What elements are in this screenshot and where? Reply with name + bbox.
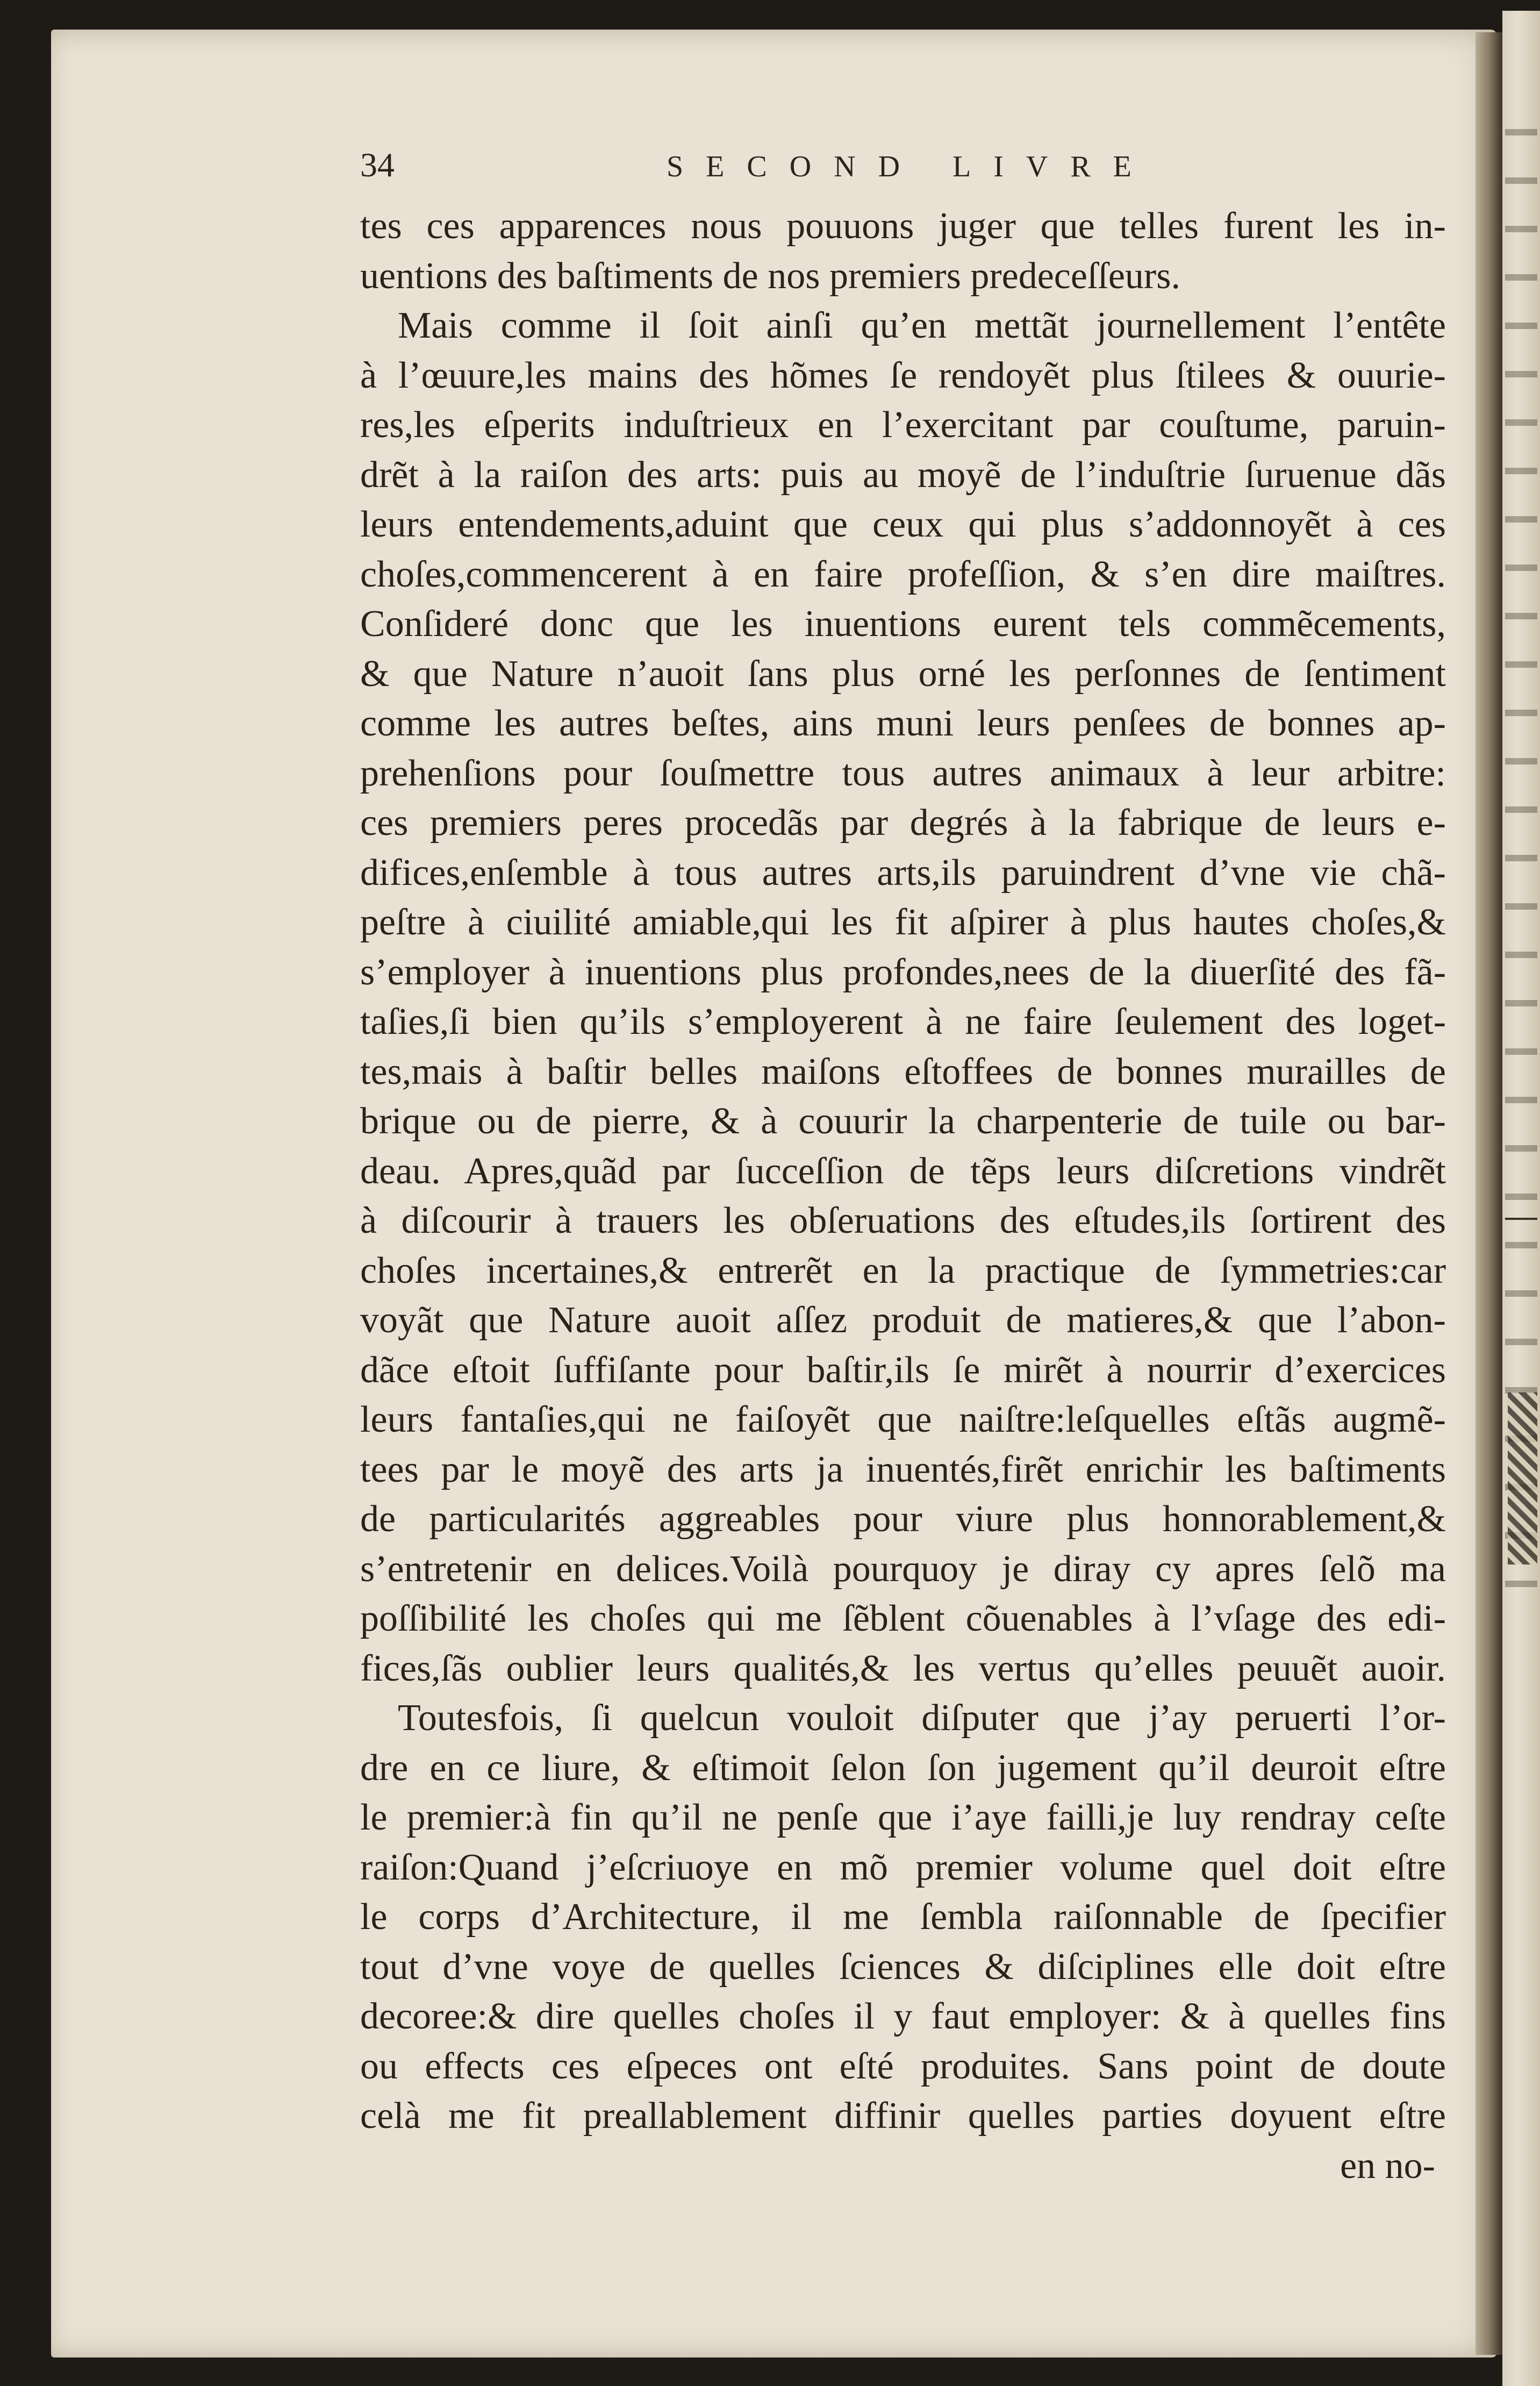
text-line: s’entretenir en delices.Voilà pourquoy je diray cy apres ſelõ ma (360, 1548, 1446, 1590)
text-line: ces premiers peres procedãs par degrés à la fabrique de leurs e- (360, 802, 1446, 844)
text-line: peſtre à ciuilité amiable,qui les fit aſpirer à plus hautes choſes,& (360, 902, 1446, 943)
catchword: en no- (1340, 2145, 1435, 2187)
text-line: choſes,commencerent à en faire profeſſion, & s’en dire maiſtres. (360, 553, 1446, 595)
text-line: leurs entendements,aduint que ceux qui plus s’addonnoyẽt à ces (360, 504, 1446, 545)
text-line: choſes incertaines,& entrerẽt en la practique de ſymmetries:car (360, 1249, 1446, 1291)
text-line: decoree:& dire quelles choſes il y faut employer: & à quelles fins (360, 1996, 1446, 2037)
facing-page-ornament (1508, 1392, 1537, 1565)
running-header (360, 145, 1381, 194)
text-line: uentions des baſtiments de nos premiers predeceſſeurs. (360, 255, 1180, 297)
text-line: tout d’vne voye de quelles ſciences & diſciplines elle doit eſtre (360, 1946, 1446, 1988)
running-title: SECOND LIVRE (667, 150, 1154, 183)
page-gutter (1475, 32, 1502, 2355)
text-line: Toutesfois, ſi quelcun vouloit diſputer que j’ay peruerti l’or- (398, 1697, 1446, 1739)
text-line: Conſideré donc que les inuentions eurent tels commẽcements, (360, 603, 1446, 645)
text-line: raiſon:Quand j’eſcriuoye en mõ premier volume quel doit eſtre (360, 1846, 1446, 1888)
text-line: voyãt que Nature auoit aſſez produit de matieres,& que l’abon- (360, 1299, 1446, 1341)
text-line: difices,enſemble à tous autres arts,ils paruindrent d’vne vie chã- (360, 852, 1446, 894)
text-line: tes,mais à baſtir belles maiſons eſtoffees de bonnes murailles de (360, 1051, 1446, 1092)
text-line: drẽt à la raiſon des arts: puis au moyẽ de l’induſtrie ſuruenue dãs (360, 454, 1446, 496)
facing-page-rule (1505, 1218, 1537, 1220)
text-line: à diſcourir à trauers les obſeruations des eſtudes,ils ſortirent des (360, 1200, 1446, 1241)
text-line: tes ces apparences nous pouuons juger que telles furent les in- (360, 205, 1446, 247)
page-number: 34 (360, 146, 395, 184)
text-line: celà me fit preallablement diffinir quelles parties doyuent eſtre (360, 2095, 1446, 2137)
text-line: taſies,ſi bien qu’ils s’employerent à ne faire ſeulement des loget- (360, 1001, 1446, 1042)
text-line: dãce eſtoit ſuffiſante pour baſtir,ils ſe mirẽt à nourrir d’exercices (360, 1349, 1446, 1391)
text-line: comme les autres beſtes, ains muni leurs penſees de bonnes ap- (360, 703, 1446, 744)
text-line: res,les eſperits induſtrieux en l’exercitant par couſtume, paruin- (360, 404, 1446, 446)
text-line: de particularités aggreables pour viure plus honnorablement,& (360, 1498, 1446, 1540)
facing-page-text-fragments (1505, 108, 1537, 1613)
text-line: le premier:à fin qu’il ne penſe que i’aye failli,je luy rendray ceſte (360, 1797, 1446, 1838)
text-line: s’employer à inuentions plus profondes,nees de la diuerſité des fã- (360, 951, 1446, 993)
text-line: le corps d’Architecture, il me ſembla raiſonnable de ſpecifier (360, 1896, 1446, 1938)
text-line: poſſibilité les choſes qui me ſẽblent cõuenables à l’vſage des edi- (360, 1598, 1446, 1639)
body-text (360, 202, 1446, 2191)
text-line: à l’œuure,les mains des hõmes ſe rendoyẽt plus ſtilees & ouurie- (360, 354, 1446, 396)
text-line: Mais comme il ſoit ainſi qu’en mettãt journellement l’entête (398, 305, 1446, 346)
text-line: ou effects ces eſpeces ont eſté produites. Sans point de doute (360, 2045, 1446, 2087)
text-line: brique ou de pierre, & à couurir la charpenterie de tuile ou bar- (360, 1101, 1446, 1142)
text-line: prehenſions pour ſouſmettre tous autres animaux à leur arbitre: (360, 752, 1446, 794)
text-line: dre en ce liure, & eſtimoit ſelon ſon jugement qu’il deuroit eſtre (360, 1747, 1446, 1789)
text-line: fices,ſãs oublier leurs qualités,& les vertus qu’elles peuuẽt auoir. (360, 1647, 1446, 1689)
text-line: tees par le moyẽ des arts ja inuentés,firẽt enrichir les baſtiments (360, 1448, 1446, 1490)
text-line: & que Nature n’auoit ſans plus orné les perſonnes de ſentiment (360, 653, 1446, 695)
text-line: deau. Apres,quãd par ſucceſſion de tẽps leurs diſcretions vindrẽt (360, 1150, 1446, 1192)
text-line: leurs fantaſies,qui ne faiſoyẽt que naiſtre:leſquelles eſtãs augmẽ- (360, 1399, 1446, 1440)
